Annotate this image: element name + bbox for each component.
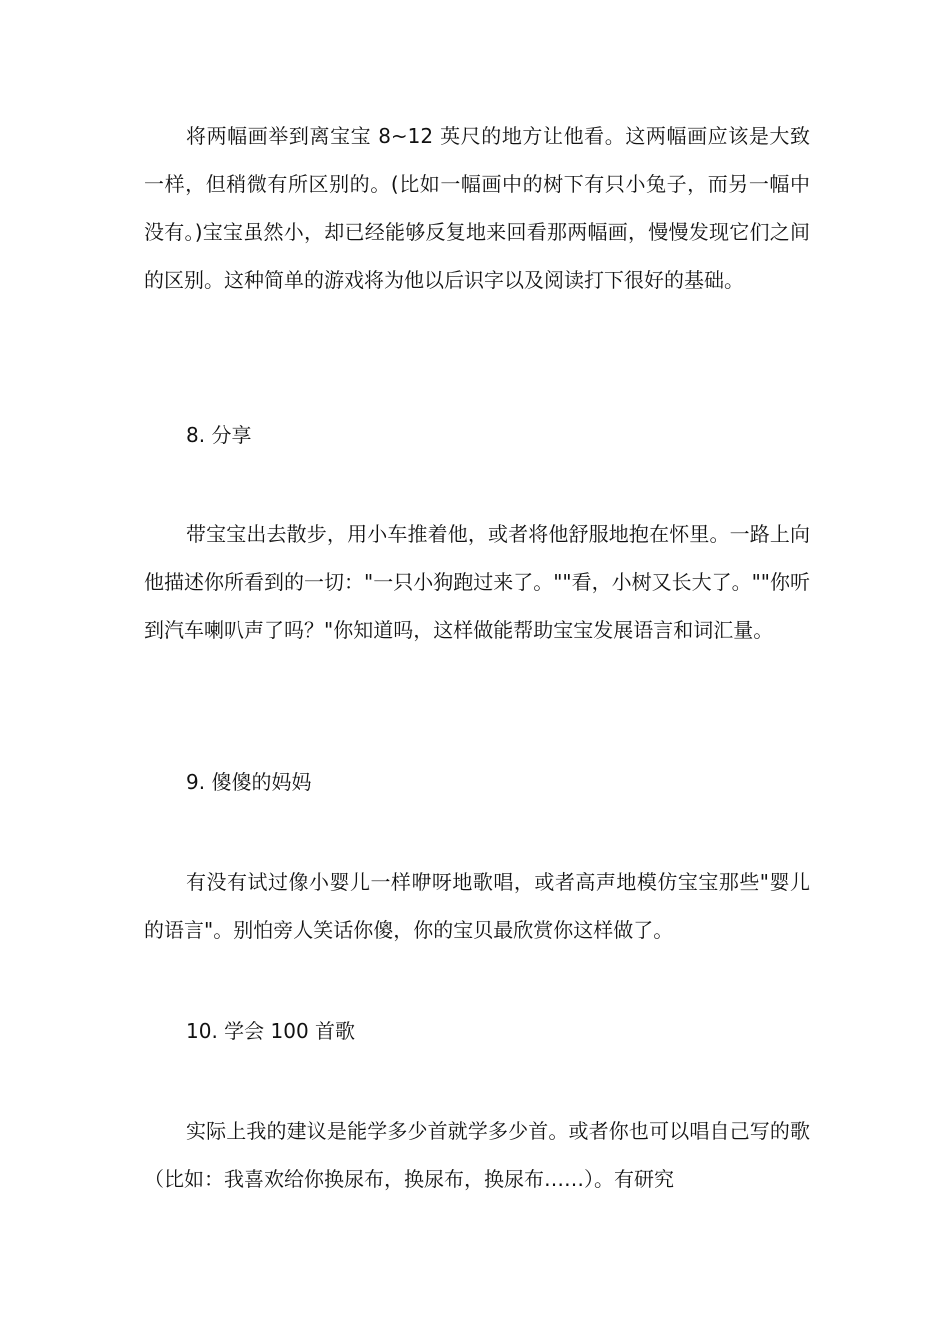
paragraph-picture-comparison: 将两幅画举到离宝宝 8~12 英尺的地方让他看。这两幅画应该是大致一样，但稍微有所区别的。(比如一幅画中的树下有只小兔子，而另一幅中没有。)宝宝虽然小，却已经能够反复地来回看那两幅画，慢慢发现它们之间的区别。这种简单的游戏将为他以后识字以及阅读打下很好的基础。 <box>144 124 810 292</box>
section-heading-8: 8. 分享 <box>186 423 252 447</box>
section-heading-9: 9. 傻傻的妈妈 <box>186 770 312 794</box>
section-heading-10: 10. 学会 100 首歌 <box>186 1019 356 1043</box>
paragraph-songs: 实际上我的建议是能学多少首就学多少首。或者你也可以唱自己写的歌（比如：我喜欢给你换尿布，换尿布，换尿布……）。有研究 <box>144 1119 810 1191</box>
paragraph-sharing: 带宝宝出去散步，用小车推着他，或者将他舒服地抱在怀里。一路上向他描述你所看到的一切："一只小狗跑过来了。""看，小树又长大了。""你听到汽车喇叭声了吗？"你知道吗，这样做能帮助宝宝发展语言和词汇量。 <box>144 522 810 642</box>
paragraph-silly-mom: 有没有试过像小婴儿一样咿呀地歌唱，或者高声地模仿宝宝那些"婴儿的语言"。别怕旁人笑话你傻，你的宝贝最欣赏你这样做了。 <box>144 870 810 942</box>
